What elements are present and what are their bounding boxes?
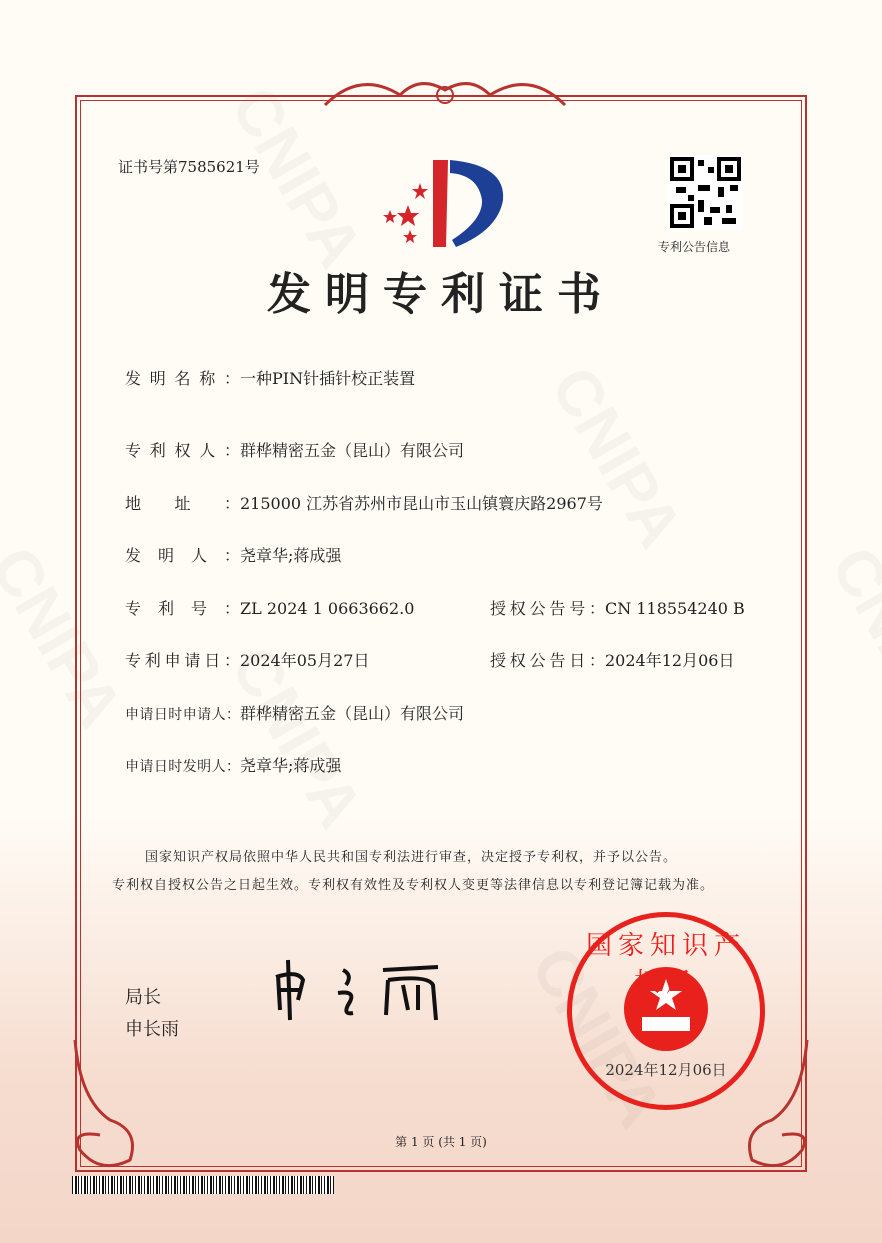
field-grant-publication-number: 授权公告号：CN 118554240 B <box>490 599 745 618</box>
signer-name: 申长雨 <box>125 1019 179 1040</box>
certificate-title: 发明专利证书 <box>267 269 615 320</box>
certificate-number: 证书号第7585621号 <box>118 158 260 176</box>
field-patentee: 专利权人：群桦精密五金（昆山）有限公司 <box>125 441 465 460</box>
field-inventor: 发明人：尧章华;蒋成强 <box>125 546 342 565</box>
barcode <box>72 1176 334 1194</box>
official-seal <box>567 912 765 1110</box>
qr-label: 专利公告信息 <box>658 240 731 254</box>
field-patent-number: 专利号：ZL 2024 1 0663662.0 <box>125 599 415 618</box>
signature <box>268 955 458 1025</box>
field-invention-name: 发明名称：一种PIN针插针校正装置 <box>125 369 416 388</box>
field-application-date: 专利申请日：2024年05月27日 <box>125 651 370 670</box>
seal-date: 2024年12月06日 <box>605 1061 727 1079</box>
corner-ornament-left <box>70 1040 170 1175</box>
page-indicator: 第 1 页 (共 1 页) <box>395 1135 487 1149</box>
seal-text: 国家知识产权局 <box>585 931 746 998</box>
notice-line-2: 专利权自授权公告之日起生效。专利权有效性及专利权人变更等法律信息以专利登记簿记载为准。 <box>112 878 715 893</box>
watermark <box>817 534 882 739</box>
notice-line-1: 国家知识产权局依照中华人民共和国专利法进行审查，决定授予专利权，并予以公告。 <box>145 850 678 865</box>
field-applicant-at-filing: 申请日时申请人：群桦精密五金（昆山）有限公司 <box>125 704 465 723</box>
field-inventor-at-filing: 申请日时发明人：尧章华;蒋成强 <box>125 756 342 775</box>
signer-title: 局长 <box>125 987 161 1008</box>
qr-code[interactable] <box>668 155 743 230</box>
cnipa-logo <box>378 155 508 250</box>
field-grant-publication-date: 授权公告日：2024年12月06日 <box>490 651 735 670</box>
field-address: 地址：215000 江苏省苏州市昆山市玉山镇寰庆路2967号 <box>125 494 603 513</box>
top-ornament <box>320 70 570 115</box>
